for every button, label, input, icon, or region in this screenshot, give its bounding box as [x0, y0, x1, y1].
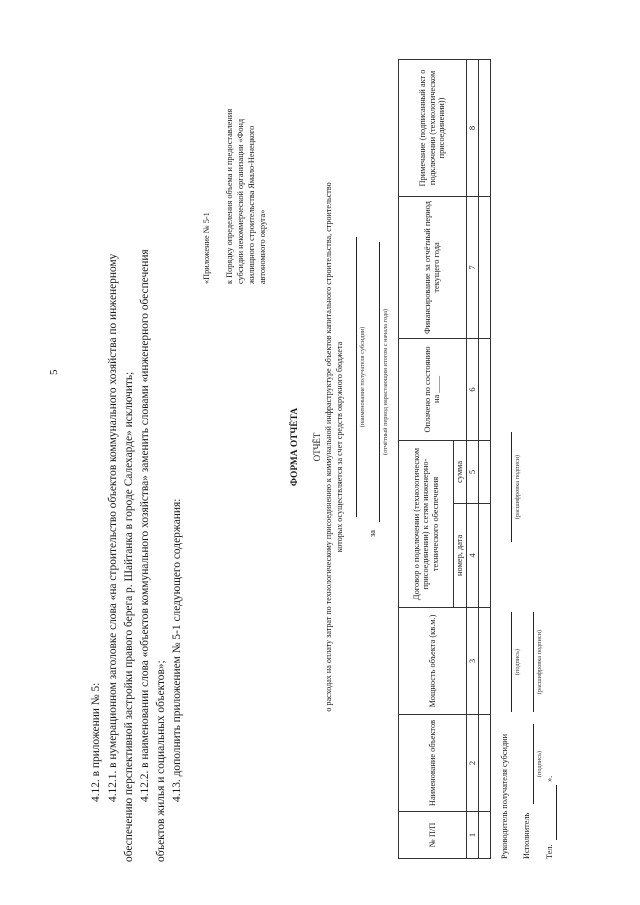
table-cell: [479, 339, 491, 441]
period-line: [379, 242, 380, 522]
header-name: Наименование объектов: [399, 715, 467, 812]
table-cell: [479, 197, 491, 339]
executor-signature-line: [533, 724, 534, 804]
column-number: 7: [466, 197, 479, 339]
recipient-caption: (наименование получателя субсидии): [359, 326, 366, 428]
recipient-line: [356, 237, 357, 517]
column-number: 4: [466, 503, 479, 607]
report-title: ОТЧЁТ: [312, 432, 322, 462]
column-number: 8: [466, 60, 479, 197]
header-note: Примечание (подписанный акт о подключении (технологическом присоединении)): [399, 60, 467, 197]
tel-label: Тел.: [545, 844, 554, 859]
closing-quote: ».: [545, 775, 554, 782]
item-4-12: 4.12. в приложении № 5:: [90, 682, 102, 802]
executor-signature-caption: (подпись): [536, 750, 543, 778]
header-contract-number: номер, дата: [454, 503, 467, 607]
page-number: 5: [48, 369, 60, 375]
column-number: 2: [466, 715, 479, 812]
table-cell: [479, 60, 491, 197]
header-financing: Финансирование за отчётный период текущего года: [399, 197, 467, 339]
executor-label: Исполнитель: [522, 812, 531, 859]
column-number: 1: [466, 812, 479, 859]
item-4-13: 4.13. дополнить приложением № 5-1 следующего содержания:: [171, 498, 183, 802]
table-cell: [479, 715, 491, 812]
header-contract-sum: сумма: [454, 441, 467, 504]
report-description-line-1: о расходах на оплату затрат по технологическому присоединению к коммунальной инфраструктуре объектов капитального строительства, строительство: [324, 182, 333, 712]
head-signature-line: [511, 612, 512, 712]
table-cell: [479, 608, 491, 715]
column-number: 3: [466, 608, 479, 715]
tel-line: [556, 785, 557, 840]
header-capacity: Мощность объекта (кв.м.): [399, 608, 467, 715]
table-cell: [479, 812, 491, 859]
form-heading: ФОРМА ОТЧЁТА: [290, 407, 300, 487]
item-4-12-2-line1: 4.12.2. в наименовании слова «объектов коммунального хозяйства» заменить словами «инженерного обеспечения: [139, 249, 151, 802]
head-decode-caption: (расшифровка подписи): [514, 454, 521, 520]
head-signature-caption: (подпись): [514, 648, 521, 676]
appendix-line-4: автономного округа»: [258, 209, 267, 284]
rotated-sheet: [90, 32, 560, 862]
appendix-line-1: к Порядку определения объема и предоставления: [225, 108, 234, 284]
item-4-12-1-line1: 4.12.1. в нумерационном заголовке слова «на строительство объектов коммунального хозяйства по инженерному: [107, 253, 119, 802]
header-paid: Оплачено по состоянию на ____: [399, 339, 467, 441]
column-number: 6: [466, 339, 479, 441]
table-cell: [479, 441, 491, 504]
header-contract: Договор о подключении (технологическом присоединении) к сетям инженерно-технического обеспечения: [399, 441, 454, 608]
report-description-line-2: которых осуществляется за счет средств окружного бюджета: [335, 341, 344, 553]
appendix-line-2: субсидии некоммерческой организации «Фонд: [236, 118, 245, 284]
za-label: за: [368, 530, 377, 537]
executor-decode-caption: (расшифровка подписи): [536, 629, 543, 695]
column-number: 5: [466, 441, 479, 504]
header-num: № П/П: [399, 812, 467, 859]
appendix-title: «Приложение № 5-1: [202, 212, 211, 284]
executor-decode-line: [533, 612, 534, 712]
report-table: [398, 59, 491, 859]
head-decode-line: [511, 432, 512, 542]
table-cell: [479, 503, 491, 607]
item-4-12-2-line2: объектов жилья и социальных объектов»;: [155, 660, 167, 862]
appendix-line-3: жилищного строительства Ямало-Ненецкого: [247, 125, 256, 284]
period-caption: (отчётный период нарастающим итогом с начала года): [382, 308, 389, 456]
item-4-12-1-line2: обеспечению перспективной застройки правого берега р. Шайтанка в городе Салехарде» исключить;: [123, 371, 135, 862]
head-label: Руководитель получателя субсидии: [500, 733, 509, 859]
